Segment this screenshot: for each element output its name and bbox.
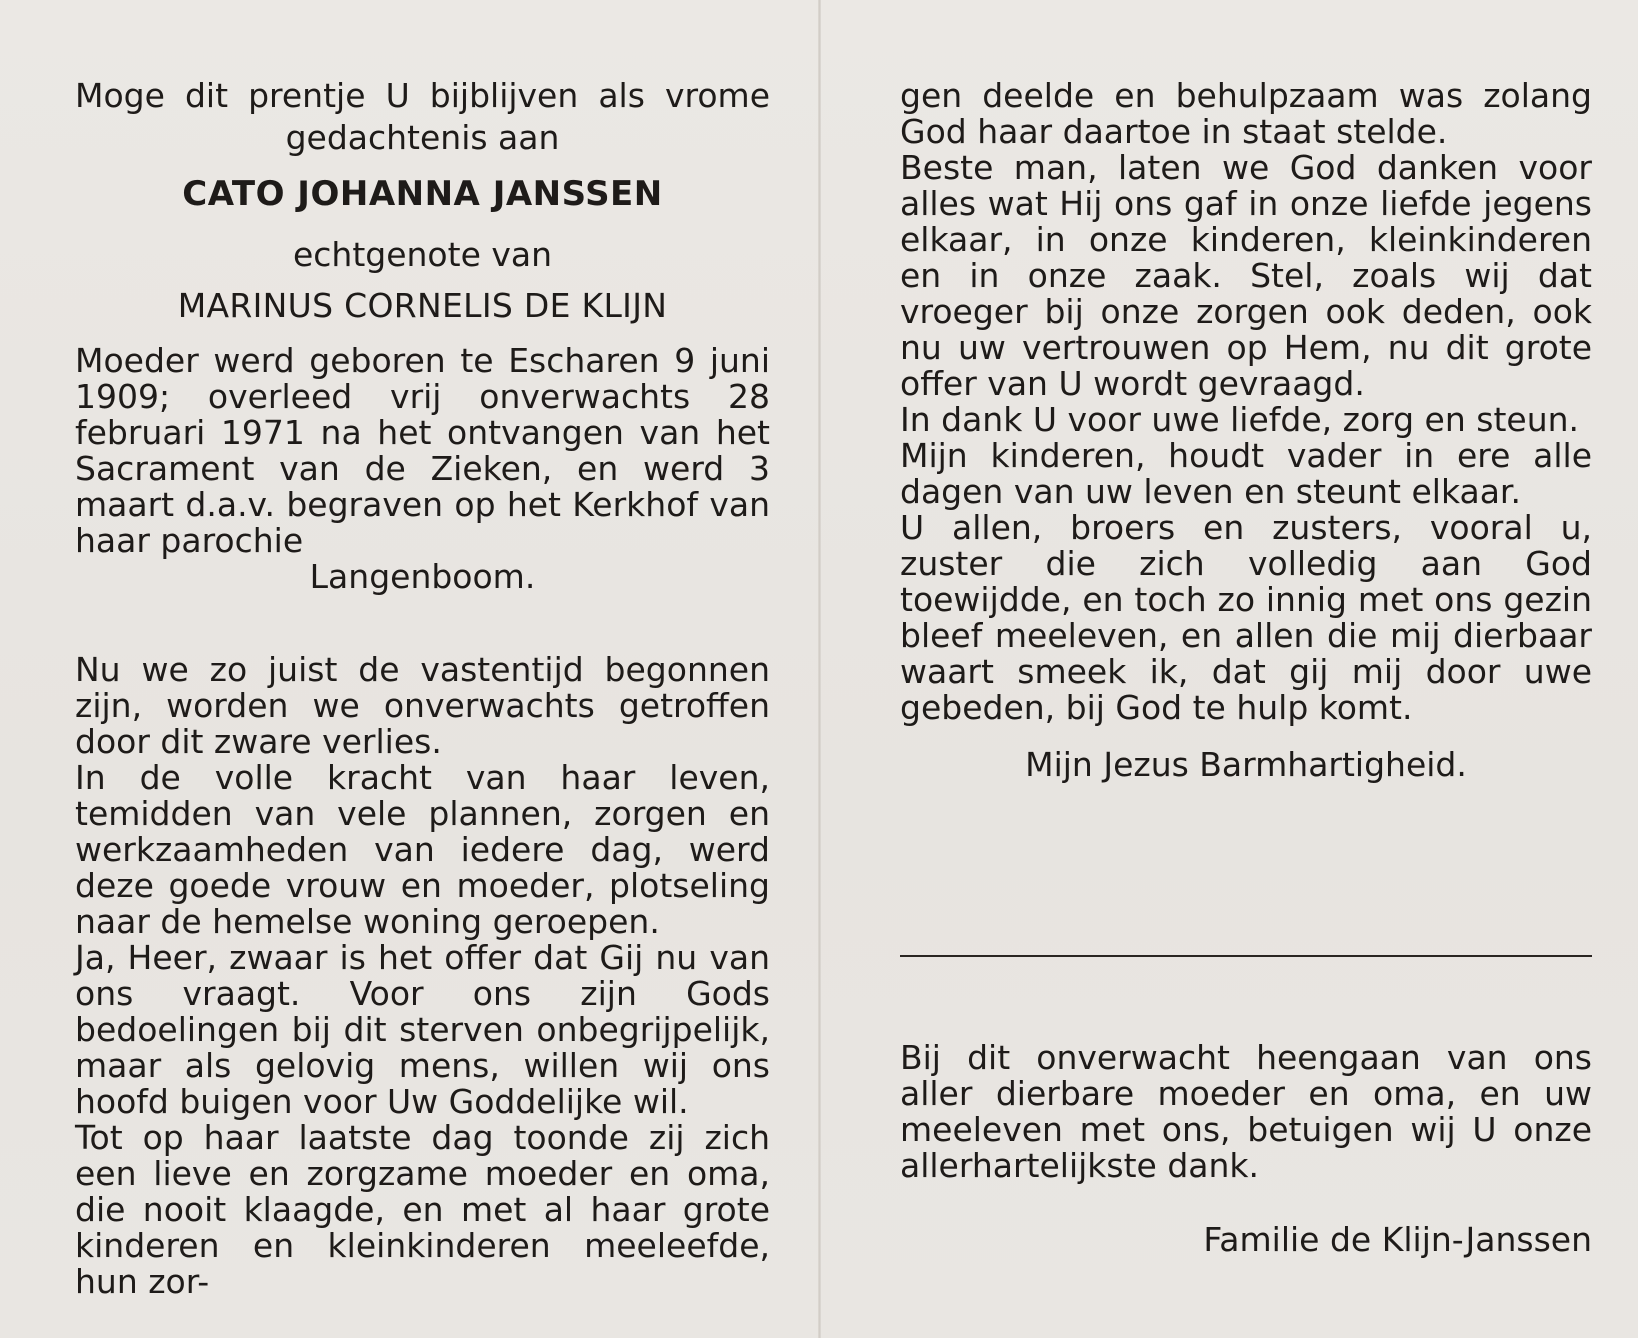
spouse-name: MARINUS CORNELIS DE KLIJN [177,286,668,325]
divider-line [900,955,1592,957]
biography-last-line: Langenboom. [309,557,536,596]
spouse-label: echtgenote van [292,235,553,274]
paragraph-continued: gen deelde en behulpzaam was zolang God haar daartoe in staat stelde. [900,76,1592,151]
acknowledgement-text: Bij dit onverwacht heengaan van ons aller dierbare moeder en oma, en uw meeleven met ons, betuigen wij U onze allerhartelijkste dank. [900,1038,1592,1185]
paragraph-children: Mijn kinderen, houdt vader in ere alle dagen van uw leven en steunt elkaar. [900,436,1592,511]
paragraph-1: Nu we zo juist de vastentijd begonnen zijn, worden we onverwachts getroffen door dit zware verlies. [75,650,770,761]
deceased-name: CATO JOHANNA JANSSEN [182,174,663,214]
paragraph-husband: Beste man, laten we God danken voor alles wat Hij ons gaf in onze liefde jegens elkaar, in onze kinderen, kleinkinderen en in onze zaak. Stel, zoals wij dat vroeger bij onze zorgen ook deden, ook nu uw vertrouwen op Hem, nu dit grote offer van U wordt gevraagd. [900,148,1592,403]
intro-line-1: Moge dit prentje U bijblijven als vrome [75,76,770,115]
acknowledgement-block [900,1040,1592,1258]
family-signature: Familie de Klijn-Janssen [1203,1220,1592,1259]
intro-line-2: gedachtenis aan [285,118,560,157]
closing-prayer: Mijn Jezus Barmhartigheid. [1025,745,1467,784]
left-panel [75,78,770,1300]
paragraph-family: U allen, broers en zusters, vooral u, zuster die zich volledig aan God toewijdde, en toch zo innig met ons gezin bleef meeleven, en allen die mij dierbaar waart smeek ik, dat gij mij door uwe gebeden, bij God te hulp komt. [900,508,1592,727]
right-panel [900,78,1592,783]
paragraph-4: Tot op haar laatste dag toonde zij zich een lieve en zorgzame moeder en oma, die nooit klaagde, en met al haar grote kinderen en kleinkinderen meeleefde, hun zor- [75,1118,770,1301]
fold-crease [818,0,821,1338]
paragraph-2: In de volle kracht van haar leven, temidden van vele plannen, zorgen en werkzaamheden van iedere dag, werd deze goede vrouw en moeder, plotseling naar de hemelse woning geroepen. [75,758,770,941]
biography: Moeder werd geboren te Escharen 9 juni 1909; overleed vrij onverwachts 28 februari 1971 na het ontvangen van het Sacrament van de Zieken, en werd 3 maart d.a.v. begraven op het Kerkhof van haar parochie [75,341,770,560]
paragraph-thanks: In dank U voor uwe liefde, zorg en steun. [900,400,1580,439]
paragraph-3: Ja, Heer, zwaar is het offer dat Gij nu van ons vraagt. Voor ons zijn Gods bedoelingen bij dit sterven onbegrijpelijk, maar als gelovig mens, willen wij ons hoofd buigen voor Uw Goddelijke wil. [75,938,770,1121]
